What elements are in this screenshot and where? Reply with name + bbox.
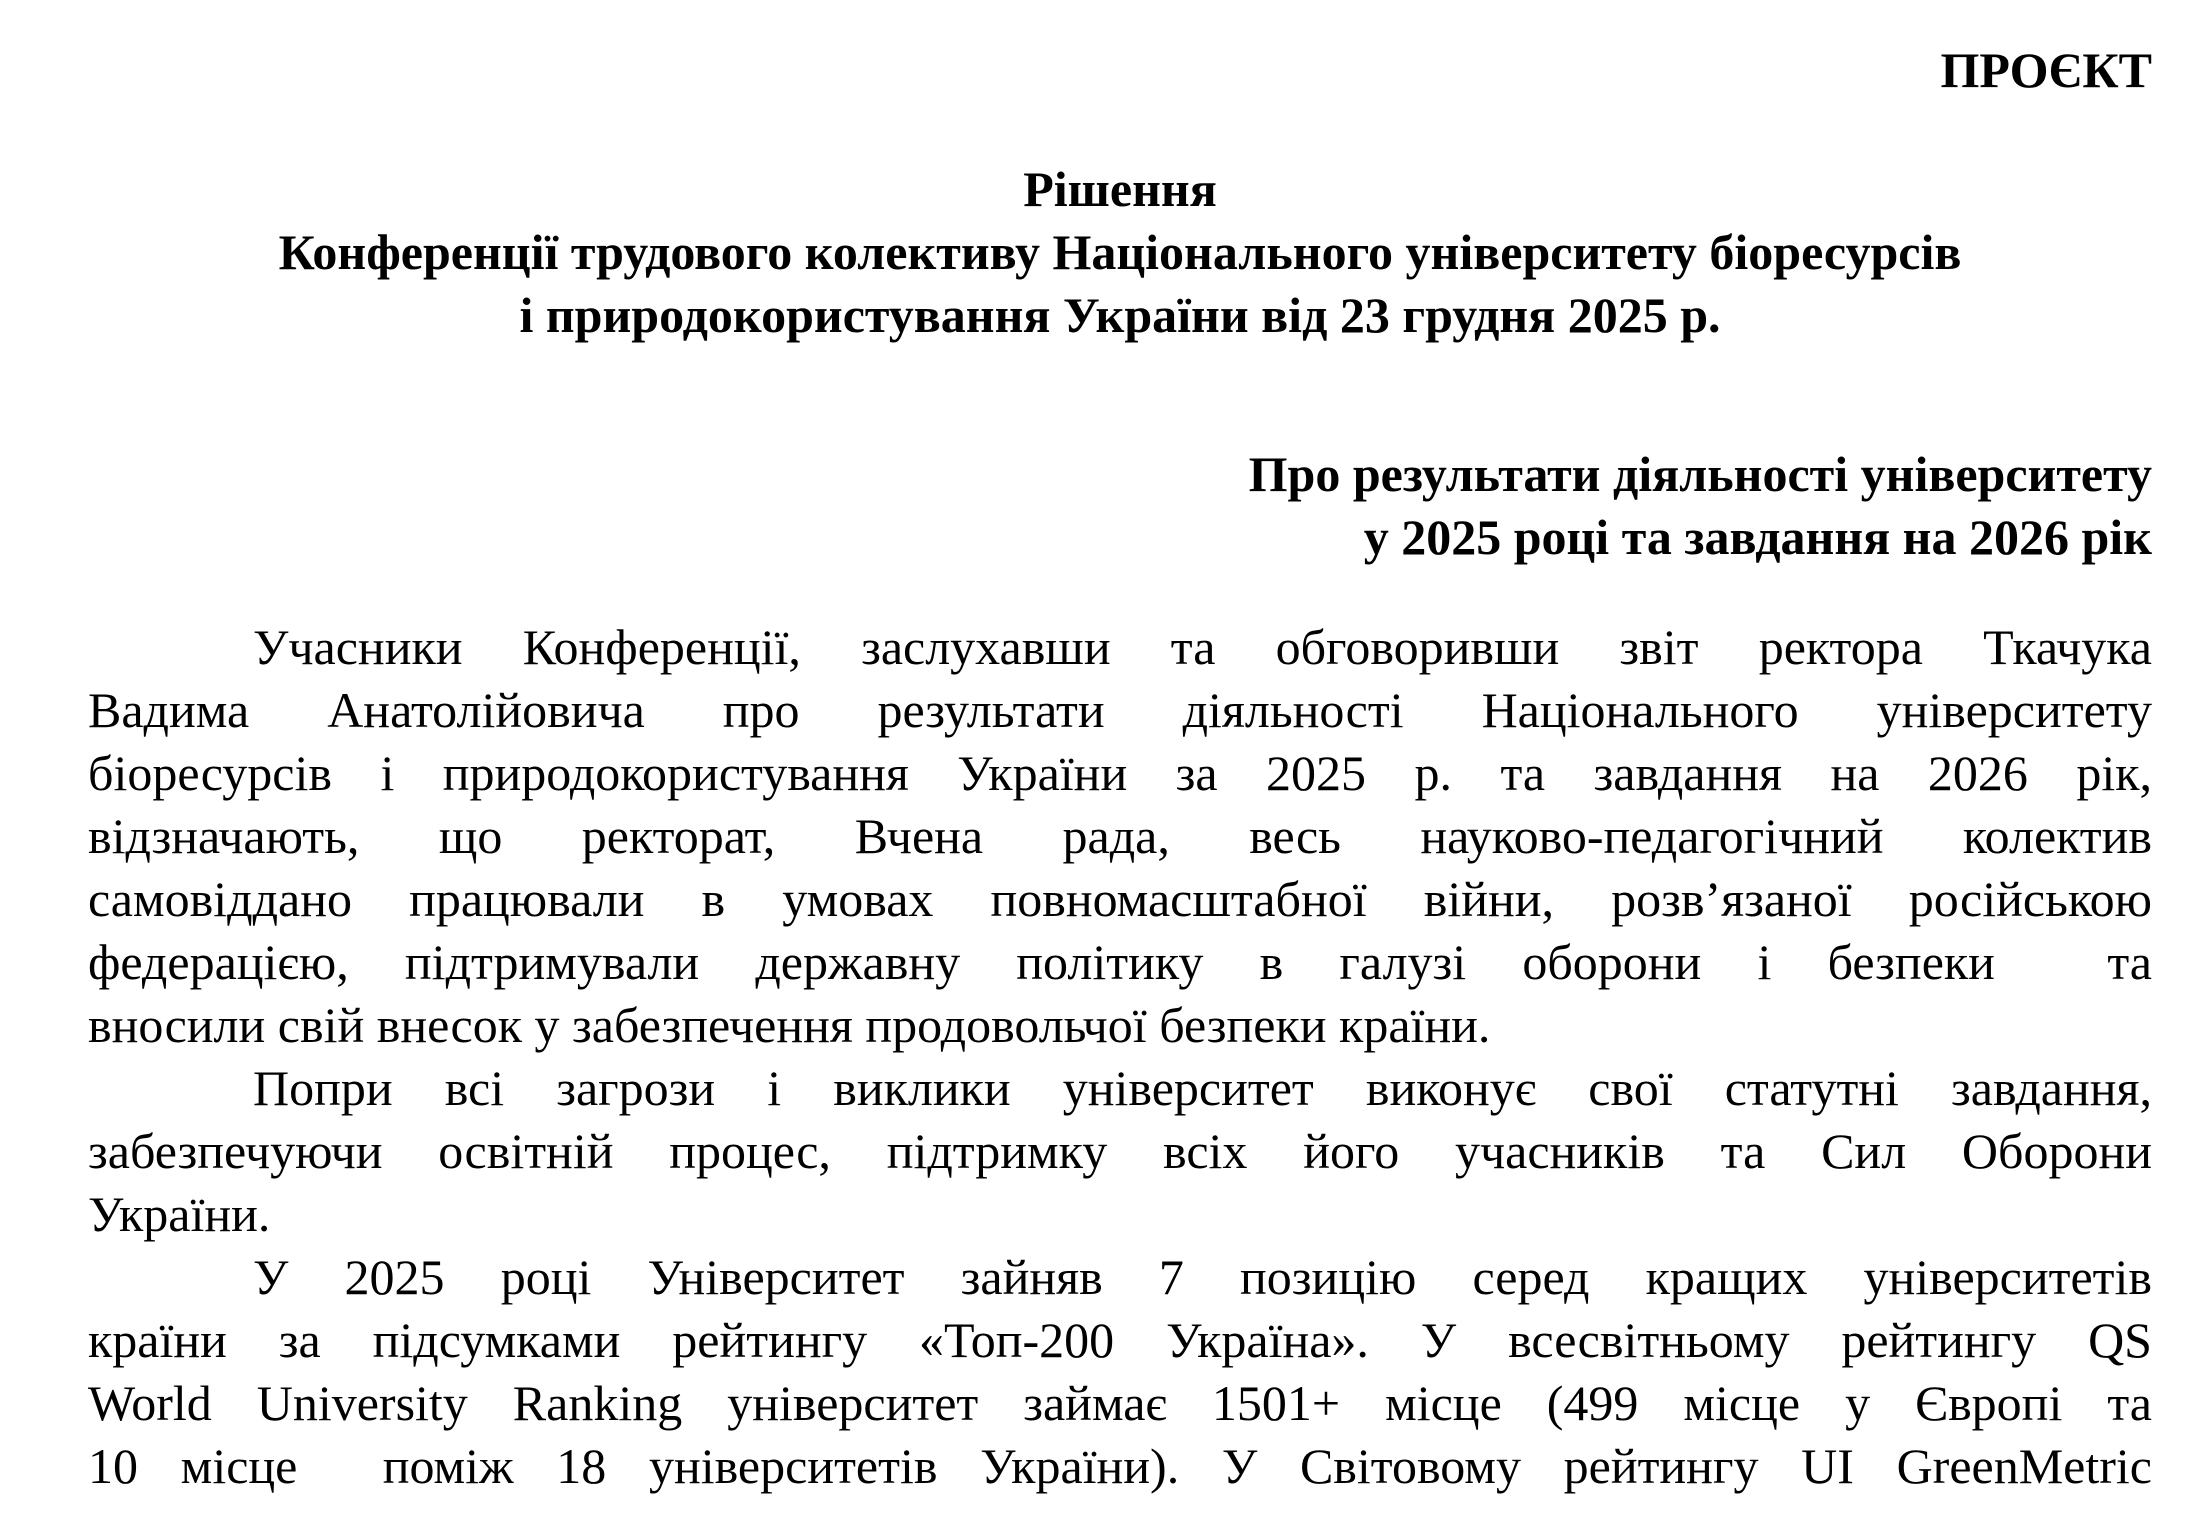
paragraph-line: країни за підсумками рейтингу «Топ-200 Україна». У всесвітньому рейтингу QS bbox=[88, 1312, 2152, 1368]
paragraph-line: України. bbox=[88, 1186, 271, 1242]
body-paragraphs bbox=[88, 616, 2152, 1498]
paragraph-line: федерацією, підтримували державну політику в галузі оборони і безпеки та bbox=[88, 934, 2152, 990]
paragraph-line: самовіддано працювали в умовах повномасштабної війни, розв’язаної російською bbox=[88, 871, 2152, 927]
subject-block bbox=[88, 443, 2152, 569]
document-title bbox=[88, 158, 2152, 347]
paragraph-line: Попри всі загрози і виклики університет виконує свої статутні завдання, bbox=[253, 1060, 2152, 1116]
paragraph-line: У 2025 році Університет зайняв 7 позицію серед кращих університетів bbox=[253, 1249, 2152, 1305]
paragraph bbox=[88, 616, 2152, 1057]
paragraph-line: відзначають, що ректорат, Вчена рада, весь науково-педагогічний колектив bbox=[88, 808, 2152, 864]
title-line: Конференції трудового колективу Національного університету біоресурсів bbox=[278, 224, 1962, 280]
paragraph-line: вносили свій внесок у забезпечення продовольчої безпеки країни. bbox=[88, 997, 1491, 1053]
paragraph-line: 10 місце поміж 18 університетів України). У Світовому рейтингу UI GreenMetric bbox=[88, 1438, 2152, 1494]
title-line: і природокористування України від 23 грудня 2025 р. bbox=[519, 287, 1721, 343]
draft-label: ПРОЄКТ bbox=[1940, 42, 2152, 98]
paragraph-line: World University Ranking університет займає 1501+ місце (499 місце у Європі та bbox=[88, 1375, 2152, 1431]
paragraph-line: Вадима Анатолійовича про результати діяльності Національного університету bbox=[88, 682, 2152, 738]
paragraph-line: біоресурсів і природокористування України за 2025 р. та завдання на 2026 рік, bbox=[88, 745, 2152, 801]
title-line: Рішення bbox=[1023, 161, 1217, 217]
subject-line: Про результати діяльності університету bbox=[1248, 446, 2152, 502]
paragraph bbox=[88, 1246, 2152, 1498]
paragraph-line: Учасники Конференції, заслухавши та обговоривши звіт ректора Ткачука bbox=[253, 619, 2152, 675]
subject-line: у 2025 році та завдання на 2026 рік bbox=[1363, 509, 2152, 565]
paragraph-line: забезпечуючи освітній процес, підтримку всіх його учасників та Сил Оборони bbox=[88, 1123, 2152, 1179]
paragraph bbox=[88, 1057, 2152, 1246]
